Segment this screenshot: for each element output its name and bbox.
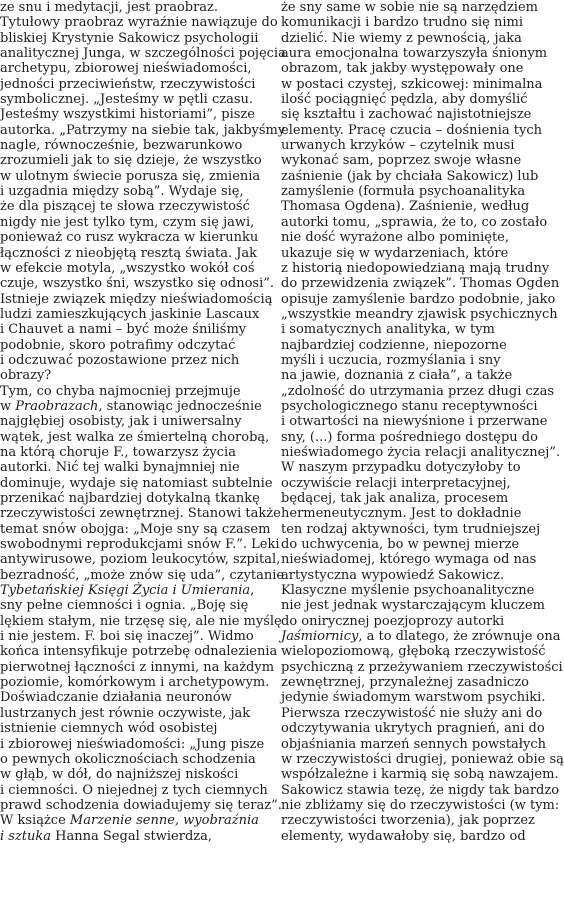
text-line: najgłębiej osobisty, jak i uniwersalny xyxy=(0,414,242,430)
text-line: i ciemności. O niejednej z tych ciemnych xyxy=(0,782,268,798)
text-line: Tytułowy praobraz wyraźnie nawiązuje do xyxy=(0,15,278,31)
text-line: najbardziej codzienne, niepozorne xyxy=(281,337,507,353)
text-line: wielopoziomową, głęboką rzeczywistość xyxy=(281,644,546,660)
text-line: zrozumieli jak to się dzieje, że wszystko xyxy=(0,153,262,169)
text-line: ilość pociągnięć pędzla, aby domyślić xyxy=(281,92,528,108)
text-line: W książce Marzenie senne, wyobraźnia xyxy=(0,813,259,829)
text-line: czuje, wszystko śni, wszystko się odnosi”. xyxy=(0,276,275,292)
text-line: istnienie ciemnych wód osobistej xyxy=(0,721,218,737)
text-line: do przewidzenia związek”. Thomas Ogden xyxy=(281,276,560,292)
text-line: elementy. Pracę czucia – dośnienia tych xyxy=(281,122,542,138)
text-line: końca intensyfikuje potrzebę odnalezienia xyxy=(0,644,278,660)
text-line: wykonać sam, poprzez swoje własne xyxy=(281,153,522,169)
text-line: autorki tomu, „sprawia, że to, co zostało xyxy=(281,214,548,230)
text-line: dzielić. Nie wiemy z pewnością, jaka xyxy=(281,30,522,46)
text-line: swobodnymi reprodukcjami snów F.”. Leki xyxy=(0,537,280,553)
text-line: przenikać najbardziej dotykalną tkankę xyxy=(0,491,260,506)
text-line: zewnętrznej, przynależnej zasadniczo xyxy=(281,675,529,691)
text-line: symbolicznej. „Jesteśmy w pętli czasu. xyxy=(0,92,254,108)
text-line: zamyślenie (formuła psychoanalityka xyxy=(281,184,526,200)
text-line: lękiem stałym, nie trzęsę się, ale nie myślę xyxy=(0,613,282,629)
text-line: bezradność, „może znów się uda”, czytanie xyxy=(0,567,285,583)
text-line: oczywiście relacji interpretacyjnej, xyxy=(281,475,511,491)
text-line: nie dość wyrażone albo pominięte, xyxy=(281,230,509,246)
text-line: do onirycznej poezjoprozy autorki xyxy=(281,613,505,629)
text-line: z historią niedopowiedzianą mają trudny xyxy=(281,260,550,276)
text-line: ponieważ co rusz wykracza w kierunku xyxy=(0,230,259,246)
text-line: nie zbliżamy się do rzeczywistości (w tym: xyxy=(281,797,560,813)
text-line: się kształtu i zachować najistotniejsze xyxy=(281,107,532,123)
text-line: komunikacji i bardzo trudno się nimi xyxy=(281,15,524,31)
text-line: W naszym przypadku dotyczyłoby to xyxy=(281,460,521,476)
text-line: nieświadomej, którego wymaga od nas xyxy=(281,552,537,568)
text-line: archetypu, zbiorowej nieświadomości, xyxy=(0,61,252,77)
text-line: Pierwsza rzeczywistość nie służy ani do xyxy=(281,705,543,721)
text-line: Klasyczne myślenie psychoanalityczne xyxy=(281,583,535,599)
text-line: jedności przeciwieństw, rzeczywistości xyxy=(0,76,256,92)
text-line: nigdy nie jest tylko tym, czym się jawi, xyxy=(0,214,255,230)
text-line: Tym, co chyba najmocniej przejmuje xyxy=(0,383,241,399)
text-line: Jaśmiornicy, a to dlatego, że zrównuje ona xyxy=(281,629,561,645)
text-line: że sny same w sobie nie są narzędziem xyxy=(281,0,538,15)
text-line: aura emocjonalna towarzyszyła śnionym xyxy=(281,46,548,62)
text-line: sny, (...) forma pośredniego dostępu do xyxy=(281,429,538,445)
text-line: autorki. Nić tej walki bynajmniej nie xyxy=(0,460,240,476)
text-line: zaśnienie (jak by chciała Sakowicz) lub xyxy=(281,168,539,184)
text-line: ludzi zamieszkujących jaskinie Lascaux xyxy=(0,306,260,322)
text-line: w ulotnym świecie porusza się, zmienia xyxy=(0,168,261,184)
text-line: że dla piszącej te słowa rzeczywistość xyxy=(0,199,250,215)
text-line: i odczuwać pozostawione przez nich xyxy=(0,352,240,368)
text-line: objaśniania marzeń sennych powstałych xyxy=(281,736,547,752)
text-line: wątek, jest walka ze śmiertelną chorobą, xyxy=(0,429,270,445)
text-line: dominuje, wydaje się natomiast subtelnie xyxy=(0,475,273,491)
text-line: podobnie, skoro potrafimy odczytać xyxy=(0,337,236,353)
text-line: myśli i uczucia, rozmyślania i sny xyxy=(281,352,501,368)
text-line: Tybetańskiej Księgi Życia i Umierania, xyxy=(0,583,255,599)
text-line: i nie jestem. F. boi się inaczej”. Widmo xyxy=(0,629,254,645)
text-line: nie jest jednak wystarczającym kluczem xyxy=(281,598,545,614)
text-line: Thomasa Ogdena). Zaśnienie, według xyxy=(281,199,530,215)
text-line: prawd schodzenia dowiadujemy się teraz”. xyxy=(0,797,282,813)
text-line: rzeczywistości zewnętrznej. Stanowi także xyxy=(0,506,281,522)
text-line: odczytywania ukrytych pragnień, ani do xyxy=(281,721,545,737)
text-line: w efekcie motyla, „wszystko wokół coś xyxy=(0,260,255,276)
text-column-left xyxy=(0,0,286,844)
text-line: w rzeczywistości drugiej, ponieważ obie są xyxy=(281,751,564,767)
text-line: autorka. „Patrzymy na siebie tak, jakbyśmy xyxy=(0,122,286,138)
text-line: urwanych krzyków – czytelnik musi xyxy=(281,138,515,154)
text-line: psychiczną z przeżywaniem rzeczywistości xyxy=(281,659,563,675)
text-line: łączności z nieobjętą resztą świata. Jak xyxy=(0,245,258,261)
text-line: psychologicznego stanu receptywności xyxy=(281,398,538,414)
text-line: w postaci czystej, szkicowej: minimalna xyxy=(281,76,543,92)
text-line: i zbiorowej nieświadomości: „Jung pisze xyxy=(0,736,265,752)
text-line: ten rodzaj aktywności, tym trudniejszej xyxy=(281,521,541,537)
text-line: jedynie świadomym warstwom psychiki. xyxy=(281,690,546,706)
text-line: artystyczna wypowiedź Sakowicz. xyxy=(281,567,504,583)
text-line: i Chauvet a nami – być może śniliśmy xyxy=(0,322,247,338)
text-line: nagle, równocześnie, bezwarunkowo xyxy=(0,138,243,154)
text-column-right xyxy=(281,0,564,844)
text-line: będącej, tak jak analiza, procesem xyxy=(281,491,509,506)
text-line: i sztuka Hanna Segal stwierdza, xyxy=(0,828,212,844)
text-line: współzależne i karmią się sobą nawzajem. xyxy=(281,767,559,783)
text-line: antywirusowe, poziom leukocytów, szpital, xyxy=(0,552,281,568)
text-line: Jesteśmy wszystkimi historiami”, pisze xyxy=(0,107,255,123)
text-line: i otwartości na niewyśnione i przerwane xyxy=(281,414,548,430)
text-line: w Praobrazach, stanowiąc jednocześnie xyxy=(0,398,262,414)
text-line: nieświadomego życia relacji analitycznej”. xyxy=(281,444,561,460)
text-line: ze snu i medytacji, jest praobraz. xyxy=(0,0,219,15)
text-line: analitycznej Junga, w szczególności pojęcia xyxy=(0,46,286,62)
text-line: poziomie, komórkowym i archetypowym. xyxy=(0,675,270,691)
text-line: „zdolność do utrzymania przez długi czas xyxy=(281,383,555,399)
text-line: hermeneutycznym. Jest to dokładnie xyxy=(281,506,522,522)
text-line: i somatycznych analityka, w tym xyxy=(281,322,495,338)
text-line: opisuje zamyślenie bardzo podobnie, jako xyxy=(281,291,556,307)
text-line: ukazuje się w wydarzeniach, które xyxy=(281,245,509,261)
text-line: lustrzanych jest równie oczywiste, jak xyxy=(0,705,251,721)
text-line: i uzgadnia między sobą”. Wydaje się, xyxy=(0,184,244,200)
text-line: obrazom, tak jakby występowały one xyxy=(281,61,524,77)
text-line: na jawie, doznania z ciała”, a także xyxy=(281,368,513,384)
text-line: „wszystkie meandry zjawisk psychicznych xyxy=(281,306,558,322)
text-line: obrazy? xyxy=(0,368,52,384)
text-line: pierwotnej łączności z innymi, na każdym xyxy=(0,659,275,675)
text-line: na którą choruje F., towarzysz życia xyxy=(0,444,236,460)
text-line: Sakowicz stawia tezę, że nigdy tak bardzo xyxy=(281,782,560,798)
text-line: o pewnych okolicznościach schodzenia xyxy=(0,751,256,767)
text-line: Doświadczanie działania neuronów xyxy=(0,690,232,706)
text-line: elementy, wydawałoby się, bardzo od xyxy=(281,828,526,844)
text-line: temat snów obojga: „Moje sny są czasem xyxy=(0,521,271,537)
text-line: sny pełne ciemności i ognia. „Boję się xyxy=(0,598,249,614)
text-line: do uchwycenia, bo w pewnej mierze xyxy=(281,537,520,553)
text-line: w głąb, w dół, do najniższej niskości xyxy=(0,767,239,783)
text-line: rzeczywistości tworzenia), jak poprzez xyxy=(281,813,535,829)
text-line: bliskiej Krystynie Sakowicz psychologii xyxy=(0,30,259,46)
text-line: Istnieje związek między nieświadomością xyxy=(0,291,273,307)
